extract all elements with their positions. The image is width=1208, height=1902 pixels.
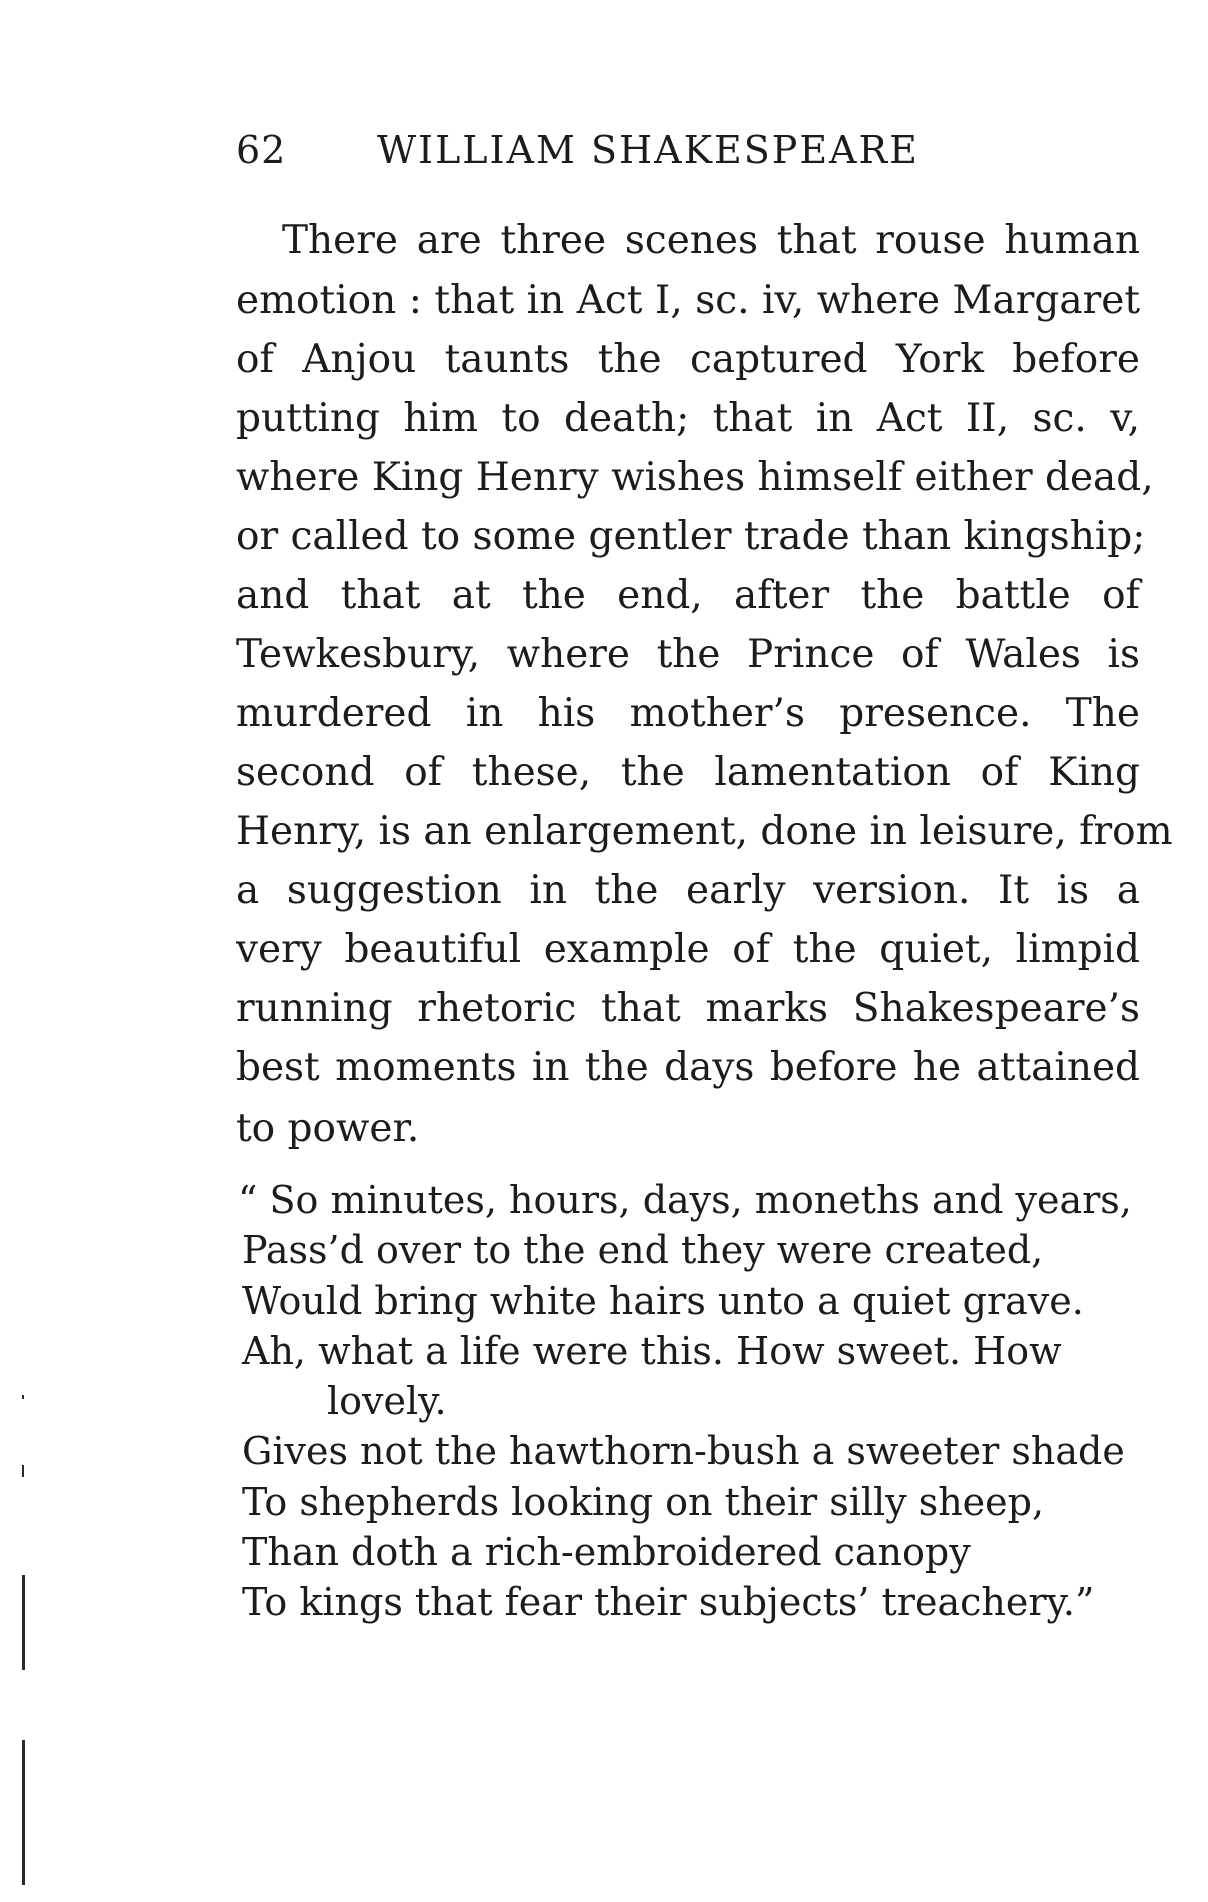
paragraph-line: Tewkesbury, where the Prince of Wales is	[236, 632, 1140, 677]
paragraph-line: and that at the end, after the battle of	[236, 573, 1140, 618]
paragraph-line: second of these, the lamentation of King	[236, 750, 1140, 795]
verse-line: Would bring white hairs unto a quiet grave.	[242, 1279, 1084, 1323]
paragraph-line: to power.	[236, 1106, 420, 1151]
scan-margin-mark	[22, 1740, 25, 1885]
verse-line: Gives not the hawthorn-bush a sweeter shade	[242, 1429, 1125, 1473]
paragraph-line: murdered in his mother’s presence. The	[236, 691, 1140, 736]
paragraph-line: Henry, is an enlargement, done in leisure, from	[236, 809, 1173, 854]
paragraph-line: where King Henry wishes himself either dead,	[236, 455, 1154, 500]
verse-line: Ah, what a life were this. How sweet. How	[242, 1329, 1062, 1373]
scan-margin-mark	[22, 1465, 24, 1477]
paragraph-line: putting him to death; that in Act II, sc. v,	[236, 396, 1140, 441]
verse-line-turnover: lovely.	[327, 1379, 447, 1423]
paragraph-line: a suggestion in the early version. It is a	[236, 868, 1140, 913]
scan-margin-mark	[22, 1395, 24, 1399]
verse-line: To shepherds looking on their silly sheep,	[242, 1480, 1045, 1524]
verse-line: “ So minutes, hours, days, moneths and years,	[238, 1178, 1132, 1222]
verse-line: To kings that fear their subjects’ treachery.”	[242, 1580, 1095, 1624]
verse-line: Than doth a rich-embroidered canopy	[242, 1530, 971, 1574]
paragraph-line: running rhetoric that marks Shakespeare’s	[236, 986, 1140, 1031]
paragraph-line: best moments in the days before he attained	[236, 1045, 1140, 1090]
paragraph-line: of Anjou taunts the captured York before	[236, 337, 1140, 382]
verse-line: Pass’d over to the end they were created,	[242, 1228, 1044, 1272]
paragraph-line: emotion : that in Act I, sc. iv, where Margaret	[236, 278, 1140, 323]
scan-margin-mark	[22, 1575, 25, 1670]
paragraph-line: There are three scenes that rouse human	[282, 218, 1140, 263]
running-head	[236, 128, 1136, 178]
page-number: 62	[236, 128, 287, 172]
paragraph-line: very beautiful example of the quiet, limpid	[236, 927, 1140, 972]
running-title: WILLIAM SHAKESPEARE	[377, 128, 919, 172]
paragraph-line: or called to some gentler trade than kingship;	[236, 514, 1146, 559]
